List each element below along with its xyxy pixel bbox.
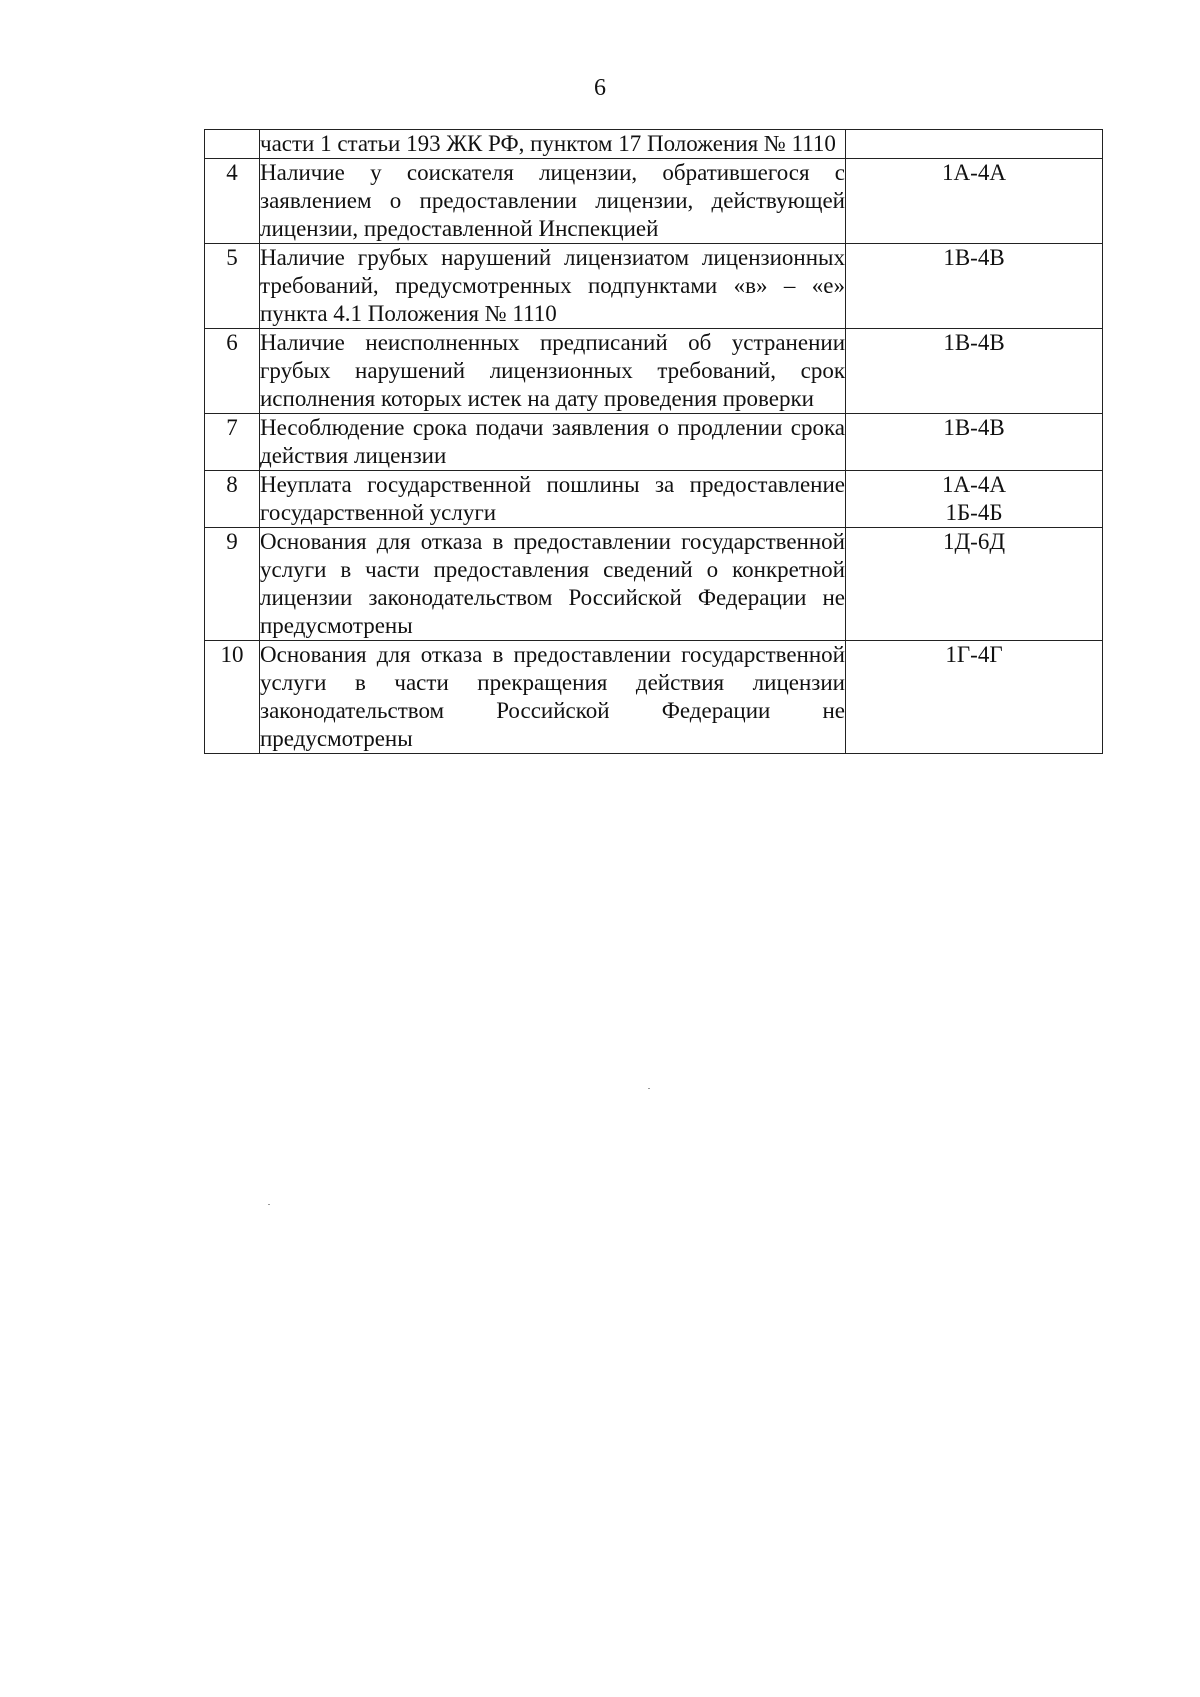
row-codes [846,159,1103,244]
row-number: 6 [205,329,260,414]
row-number: 4 [205,159,260,244]
row-code: 1В-4В [943,415,1005,440]
row-description: Наличие у соискателя лицензии, обратившегося с заявлением о предоставлении лицензии, действующей лицензии, предоставленной Инспекцией [260,159,846,244]
row-code: 1А-4А [942,472,1006,497]
row-description: Неуплата государственной пошлины за предоставление государственной услуги [260,471,846,528]
table-row [205,414,1103,471]
row-description: части 1 статьи 193 ЖК РФ, пунктом 17 Положения № 1110 [260,130,846,159]
table-row [205,130,1103,159]
page-number: 6 [594,75,606,101]
row-description: Основания для отказа в предоставлении государственной услуги в части предоставления сведений о конкретной лицензии законодательством Российской Федерации не предусмотрены [260,528,846,641]
row-description: Наличие грубых нарушений лицензиатом лицензионных требований, предусмотренных подпунктами «в» – «е» пункта 4.1 Положения № 1110 [260,244,846,329]
row-codes [846,528,1103,641]
row-number: 9 [205,528,260,641]
row-number: 10 [205,641,260,754]
row-codes [846,329,1103,414]
row-description: Основания для отказа в предоставлении государственной услуги в части прекращения действия лицензии законодательством Российской Федерации не предусмотрены [260,641,846,754]
row-codes [846,471,1103,528]
table-row [205,329,1103,414]
table-row [205,641,1103,754]
row-code: 1Б-4Б [945,500,1003,525]
table-row [205,244,1103,329]
row-code: 1А-4А [942,160,1006,185]
row-codes [846,641,1103,754]
table-row [205,471,1103,528]
table-row [205,159,1103,244]
table-row [205,528,1103,641]
row-codes [846,244,1103,329]
scan-speck [648,1088,650,1089]
row-number: 7 [205,414,260,471]
row-number: 5 [205,244,260,329]
row-code: 1В-4В [943,330,1005,355]
row-codes [846,130,1103,159]
grounds-table [204,129,1103,754]
row-code: 1Г-4Г [945,642,1003,667]
row-number: 8 [205,471,260,528]
row-code: 1В-4В [943,245,1005,270]
scan-speck [268,1204,270,1205]
row-code: 1Д-6Д [942,529,1006,554]
row-description: Несоблюдение срока подачи заявления о продлении срока действия лицензии [260,414,846,471]
row-codes [846,414,1103,471]
row-description: Наличие неисполненных предписаний об устранении грубых нарушений лицензионных требований, срок исполнения которых истек на дату проведения проверки [260,329,846,414]
row-number [205,130,260,159]
